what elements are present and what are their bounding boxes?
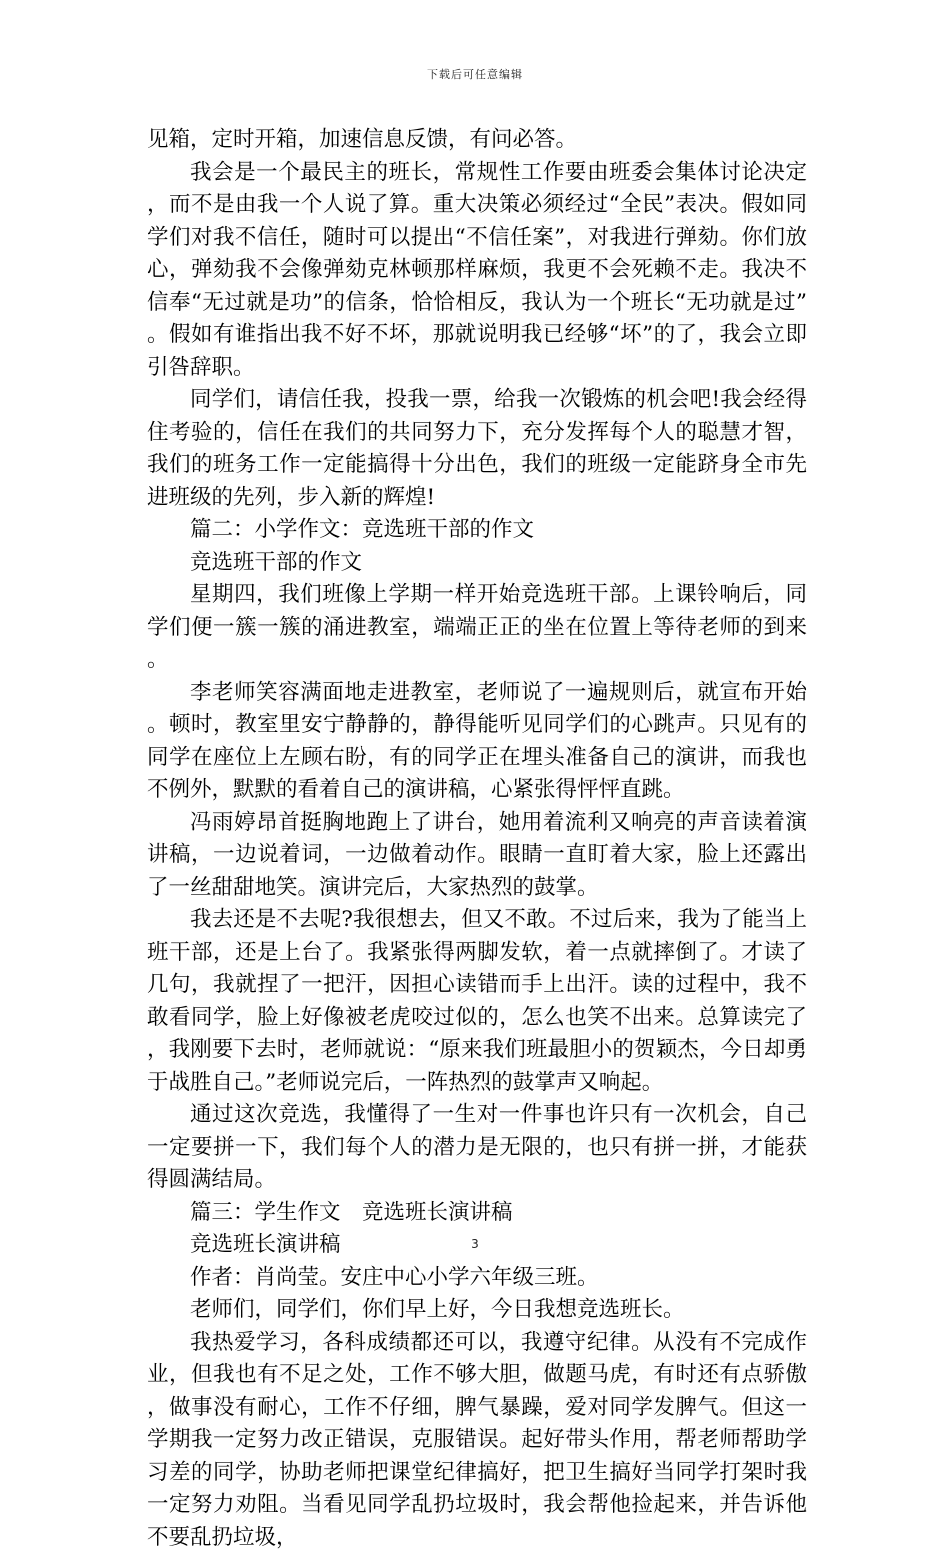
paragraph: 我去还是不去呢?我很想去，但又不敢。不过后来，我为了能当上班干部，还是上台了。我紧张得两脚发软，着一点就摔倒了。才读了几句，我就捏了一把汗，因担心读错而手上出汗。读的过程中，我不敢看同学，脸上好像被老虎咬过似的，怎么也笑不出来。总算读完了，我刚要下去时，老师就说：“原来我们班最胆小的贺颖杰，今日却勇于战胜自己。”老师说完后，一阵热烈的鼓掌声又响起。 — [147, 904, 807, 1099]
page-header: 下载后可任意编辑 — [0, 66, 950, 82]
section-heading: 篇二：小学作文：竞选班干部的作文 — [147, 514, 807, 547]
paragraph: 我热爱学习，各科成绩都还可以，我遵守纪律。从没有不完成作业，但我也有不足之处，工作不够大胆，做题马虎，有时还有点骄傲，做事没有耐心，工作不仔细，脾气暴躁，爱对同学发脾气。但这一学期我一定努力改正错误，克服错误。起好带头作用，帮老师帮助学习差的同学，协助老师把课堂纪律搞好，把卫生搞好当同学打架时我一定努力劝阻。当看见同学乱扔垃圾时，我会帮他捡起来，并告诉他不要乱扔垃圾， — [147, 1327, 807, 1554]
section-heading: 篇三：学生作文 竞选班长演讲稿 — [147, 1197, 807, 1230]
paragraph: 见箱，定时开箱，加速信息反馈，有问必答。 — [147, 124, 807, 157]
paragraph: 同学们，请信任我，投我一票，给我一次锻炼的机会吧!我会经得住考验的，信任在我们的共同努力下，充分发挥每个人的聪慧才智，我们的班务工作一定能搞得十分出色，我们的班级一定能跻身全市先进班级的先列，步入新的辉煌! — [147, 384, 807, 514]
paragraph: 我会是一个最民主的班长，常规性工作要由班委会集体讨论决定，而不是由我一个人说了算。重大决策必须经过“全民”表决。假如同学们对我不信任，随时可以提出“不信任案”，对我进行弹劾。你们放心，弹劾我不会像弹劾克林顿那样麻烦，我更不会死赖不走。我决不信奉“无过就是功”的信条，恰恰相反，我认为一个班长“无功就是过”。假如有谁指出我不好不坏，那就说明我已经够“坏”的了，我会立即引咎辞职。 — [147, 157, 807, 385]
page-number: 3 — [0, 1237, 950, 1251]
paragraph: 通过这次竞选，我懂得了一生对一件事也许只有一次机会，自己一定要拼一下，我们每个人的潜力是无限的，也只有拼一拼，才能获得圆满结局。 — [147, 1099, 807, 1197]
paragraph: 星期四，我们班像上学期一样开始竞选班干部。上课铃响后，同学们便一簇一簇的涌进教室，端端正正的坐在位置上等待老师的到来。 — [147, 579, 807, 677]
author-line: 作者：肖尚莹。安庄中心小学六年级三班。 — [147, 1262, 807, 1295]
article-title: 竞选班长演讲稿 — [147, 1229, 807, 1262]
article-title: 竞选班干部的作文 — [147, 547, 807, 580]
paragraph: 李老师笑容满面地走进教室，老师说了一遍规则后，就宣布开始。顿时，教室里安宁静静的，静得能听见同学们的心跳声。只见有的同学在座位上左顾右盼，有的同学正在埋头准备自己的演讲，而我也不例外，默默的看着自己的演讲稿，心紧张得怦怦直跳。 — [147, 677, 807, 807]
paragraph: 老师们，同学们，你们早上好，今日我想竞选班长。 — [147, 1294, 807, 1327]
paragraph: 冯雨婷昂首挺胸地跑上了讲台，她用着流利又响亮的声音读着演讲稿，一边说着词，一边做着动作。眼睛一直盯着大家，脸上还露出了一丝甜甜地笑。演讲完后，大家热烈的鼓掌。 — [147, 807, 807, 905]
document-body — [147, 124, 807, 1554]
